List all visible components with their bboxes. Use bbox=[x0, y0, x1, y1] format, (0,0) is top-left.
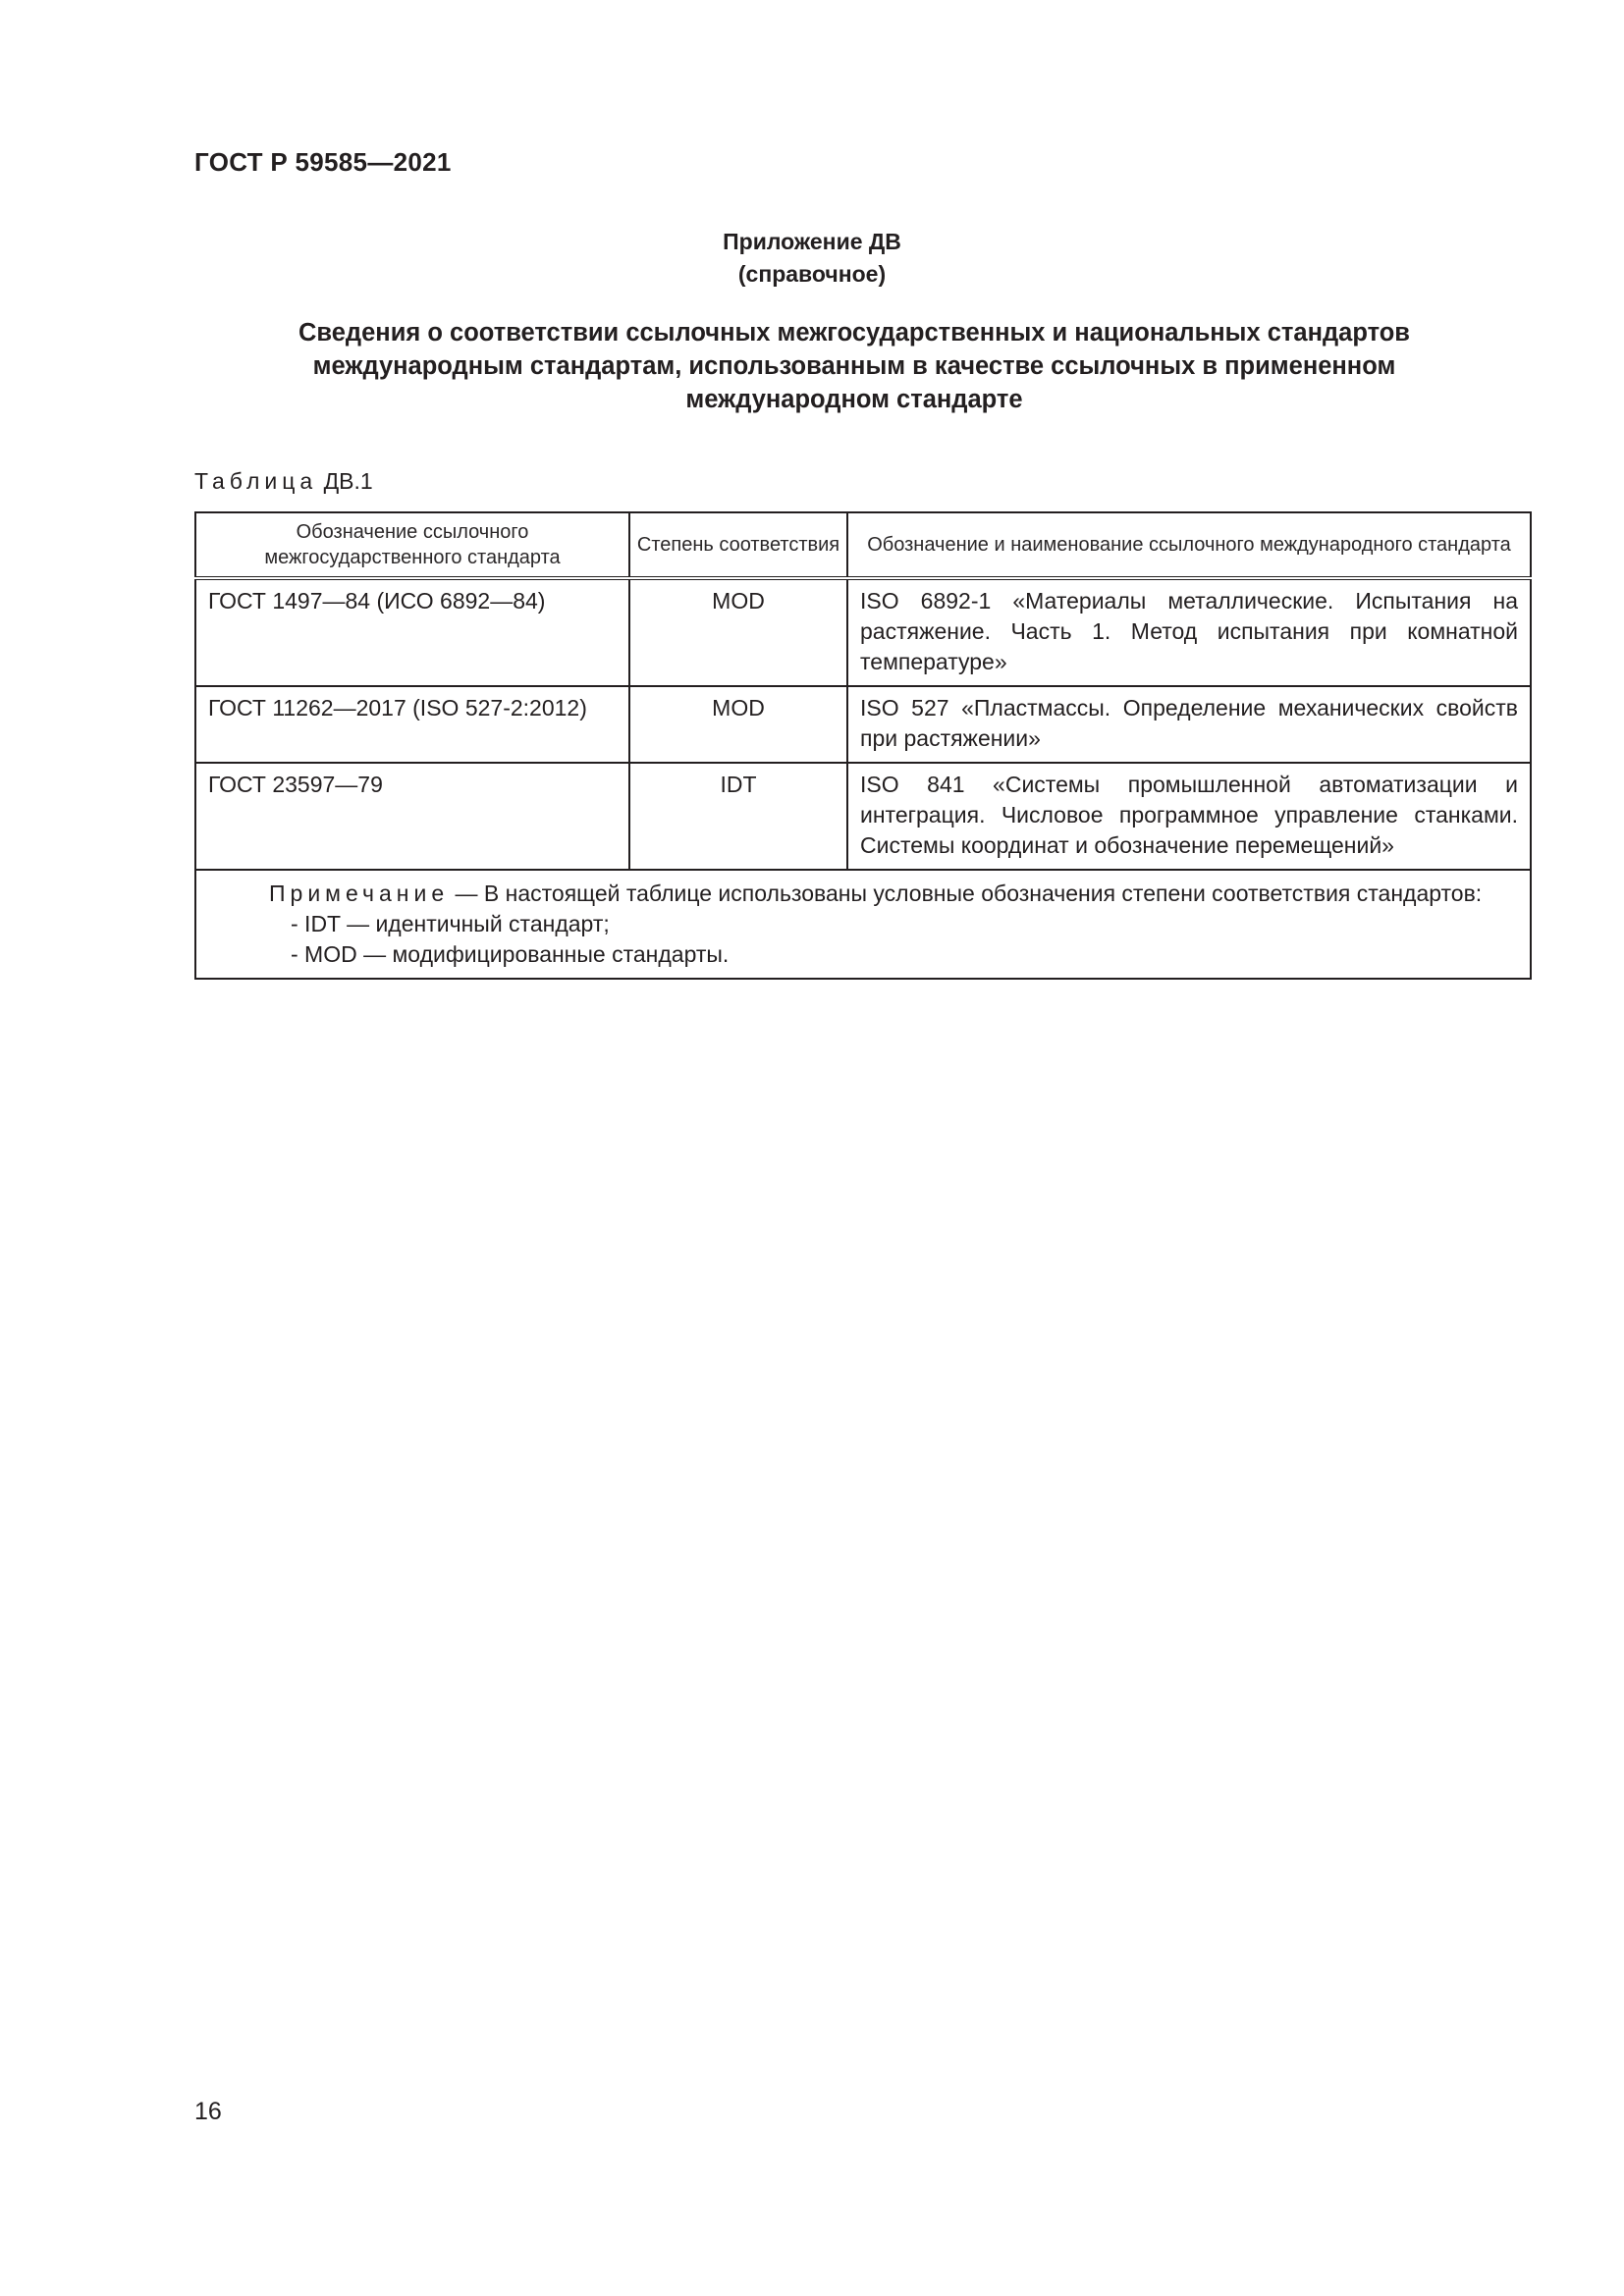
table-caption bbox=[194, 468, 373, 495]
table-caption-label: Таблица bbox=[194, 468, 318, 494]
section-title bbox=[224, 316, 1485, 416]
column-header-designation: Обозначение ссылочного межгосударственного стандарта bbox=[195, 512, 629, 578]
cell-international: ISO 527 «Пластмассы. Определение механических свойств при растяжении» bbox=[847, 686, 1531, 763]
standards-correspondence-table bbox=[194, 511, 1532, 980]
section-title-line: международным стандартам, использованным в качестве ссылочных в примененном bbox=[312, 352, 1396, 380]
appendix-subtitle: (справочное) bbox=[737, 261, 887, 287]
note-text bbox=[208, 879, 1518, 909]
section-title-line: международном стандарте bbox=[685, 386, 1023, 413]
document-code: ГОСТ Р 59585—2021 bbox=[194, 147, 452, 177]
table-row bbox=[195, 578, 1531, 686]
cell-degree: IDT bbox=[629, 763, 847, 870]
table-header-row bbox=[195, 512, 1531, 578]
cell-degree: MOD bbox=[629, 578, 847, 686]
cell-designation: ГОСТ 1497—84 (ИСО 6892—84) bbox=[195, 578, 629, 686]
column-header-degree: Степень соответствия bbox=[629, 512, 847, 578]
cell-designation: ГОСТ 23597—79 bbox=[195, 763, 629, 870]
table-note-row bbox=[195, 870, 1531, 979]
appendix-heading bbox=[0, 226, 1624, 291]
cell-degree: MOD bbox=[629, 686, 847, 763]
section-title-line: Сведения о соответствии ссылочных межгосударственных и национальных стандартов bbox=[298, 319, 1410, 347]
note-item: - IDT — идентичный стандарт; bbox=[291, 911, 610, 936]
cell-international: ISO 841 «Системы промышленной автоматизации и интеграция. Числовое программное управление станками. Системы координат и обозначение перемещений» bbox=[847, 763, 1531, 870]
table-caption-number: ДВ.1 bbox=[323, 468, 373, 494]
cell-international: ISO 6892-1 «Материалы металлические. Испытания на растяжение. Часть 1. Метод испытания при комнатной температуре» bbox=[847, 578, 1531, 686]
page-number: 16 bbox=[194, 2098, 222, 2125]
note-item: - MOD — модифицированные стандарты. bbox=[291, 941, 730, 967]
note-label: Примечание bbox=[269, 881, 450, 906]
appendix-title: Приложение ДВ bbox=[723, 229, 901, 254]
column-header-international: Обозначение и наименование ссылочного международного стандарта bbox=[847, 512, 1531, 578]
table-row bbox=[195, 763, 1531, 870]
table-row bbox=[195, 686, 1531, 763]
table-note bbox=[195, 870, 1531, 979]
cell-designation: ГОСТ 11262—2017 (ISO 527-2:2012) bbox=[195, 686, 629, 763]
note-body: — В настоящей таблице использованы условные обозначения степени соответствия стандартов: bbox=[449, 881, 1483, 906]
